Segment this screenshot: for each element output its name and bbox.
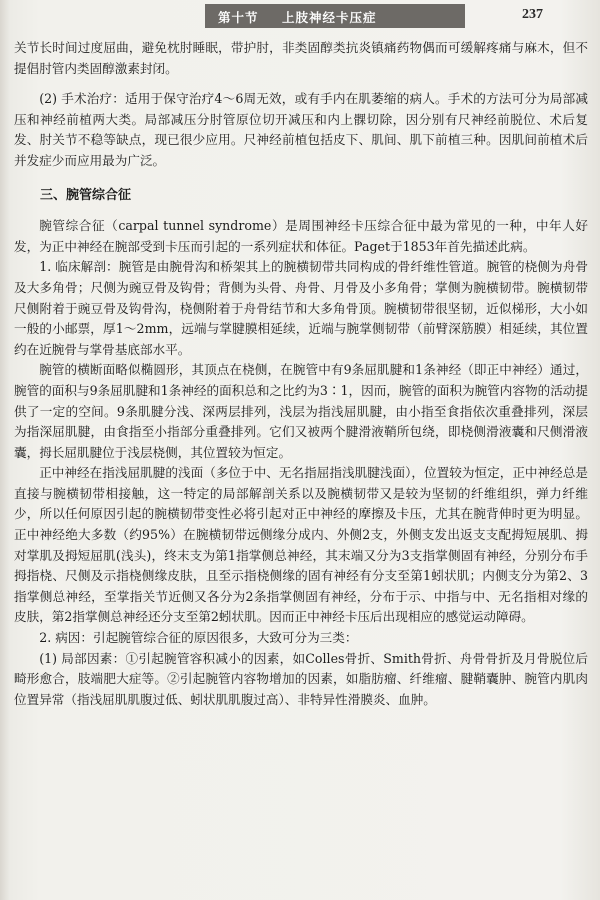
paragraph-median-nerve: 正中神经在指浅屈肌腱的浅面（多位于中、无名指屈指浅肌腱浅面），位置较为恒定，正中神经总是直接与腕横韧带相接触，这一特定的局部解剖关系以及腕横韧带又是较为坚韧的纤维组织，弹力纤维少，所以任何原因引起的腕横韧带变性必将引起对正中神经的摩擦及卡压，尤其在腕背伸时更为明显。正中神经绝大多数（约95%）在腕横韧带远侧缘分成内、外侧2支，外侧支发出返支支配拇短展肌、拇对掌肌及拇短屈肌(浅头)，终末支为第1指掌侧总神经，其末端又分为3支指掌侧固有神经，分别分布手拇指桡、尺侧及示指桡侧缘皮肤，且至示指桡侧缘的固有神经有分支至第1蚓状肌；内侧支分为第2、3指掌侧总神经，至掌指关节近侧又各分为2条指掌侧固有神经，分布于示、中指与中、无名指相对缘的皮肤，第2指掌侧总神经还分支至第2蚓状肌。因而正中神经卡压后出现相应的感觉运动障碍。 [14, 465, 588, 625]
paragraph-continued: 关节长时间过度屈曲，避免枕肘睡眠，带护肘，非类固醇类抗炎镇痛药物偶而可缓解疼痛与麻木，但不提倡肘管内类固醇激素封闭。 [14, 40, 588, 76]
paragraph-anatomy: 1. 临床解剖：腕管是由腕骨沟和桥架其上的腕横韧带共同构成的骨纤维性管道。腕管的桡侧为舟骨及大多角骨；尺侧为豌豆骨及钩骨；背侧为头骨、舟骨、月骨及小多角骨；掌侧为腕横韧带。腕横韧带尺侧附着于豌豆骨及钩骨沟，桡侧附着于舟骨结节和大多角骨顶。腕横韧带很坚韧，近似梯形，大小如一般的小邮票，厚1～2mm，远端与掌腱膜相延续，近端与腕掌侧韧带（前臂深筋膜）相延续，其位置约在近腕骨与掌骨基底部水平。 [14, 259, 588, 357]
paragraph-local-factors: (1) 局部因素：①引起腕管容积减小的因素，如Colles骨折、Smith骨折、舟骨骨折及月骨脱位后畸形愈合，肢端肥大症等。②引起腕管内容物增加的因素，如脂肪瘤、纤维瘤、腱鞘囊肿、腕管内肌肉位置异常（指浅屈肌肌腹过低、蚓状肌肌腹过高）、非特异性滑膜炎、血肿。 [14, 650, 588, 707]
body-text [14, 38, 588, 710]
running-header [0, 0, 600, 30]
paragraph-definition: 腕管综合征（carpal tunnel syndrome）是周围神经卡压综合征中最为常见的一种，中年人好发，为正中神经在腕部受到卡压而引起的一系列症状和体征。Paget于1853年首先描述此病。 [14, 218, 588, 254]
paragraph-surgery: (2) 手术治疗：适用于保守治疗4～6周无效，或有手内在肌萎缩的病人。手术的方法可分为局部减压和神经前植两大类。局部减压分肘管原位切开减压和内上髁切除，因分别有尺神经前脱位、术后复发、肘关节不稳等缺点，现已很少应用。尺神经前植包括皮下、肌间、肌下前植三种。因肌间前植术后并发症少而应用最为广泛。 [14, 91, 588, 168]
section-heading: 三、腕管综合征 [40, 187, 132, 203]
page-number: 237 [522, 7, 543, 22]
header-section-label: 第十节 [218, 10, 259, 25]
paragraph-etiology: 2. 病因：引起腕管综合征的原因很多，大致可分为三类： [39, 630, 358, 646]
paragraph-cross-section: 腕管的横断面略似椭圆形，其顶点在桡侧，在腕管中有9条屈肌腱和1条神经（即正中神经）通过，腕管的面积与9条屈肌腱和1条神经的面积总和之比约为3∶1，因而，腕管的面积为腕管内容物的活动提供了一定的空间。9条肌腱分浅、深两层排列，浅层为指浅屈肌腱，由小指至食指依次重叠排列，深层为指深屈肌腱，由食指至小指部分重叠排列。它们又被两个腱滑液鞘所包绕，即桡侧滑液囊和尺侧滑液囊，拇长屈肌腱位于浅层桡侧，其位置较为恒定。 [14, 362, 588, 460]
header-chapter-title: 上肢神经卡压症 [282, 10, 377, 25]
